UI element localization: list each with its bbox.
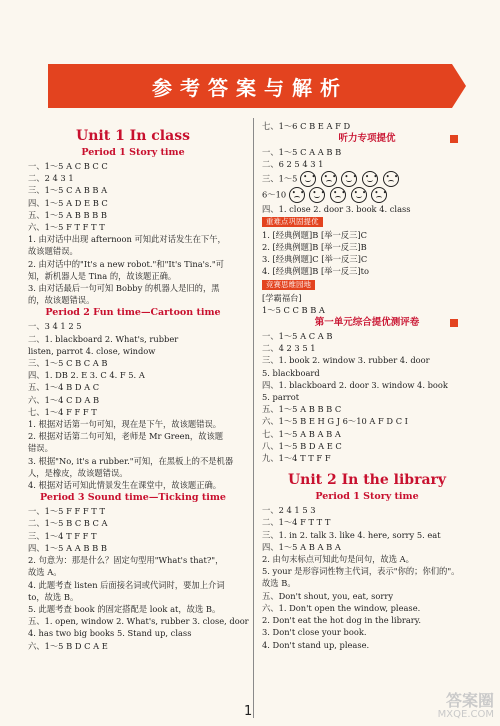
sad-face-icon [289,187,305,203]
answer-line: 一、1～5 A C A B [262,331,333,342]
answer-line: 五、1. open, window 2. What's, rubber 3. close, door [28,616,249,627]
answer-line: 1. 由对话中出现 afternoon 可知此对话发生在下午， [28,234,226,245]
unit2-period1-answers [262,504,472,650]
answer-line: 一、1～5 C A A B B [262,147,342,158]
answer-line: 2. [经典例题]B [举一反三]B [262,242,367,253]
answer-line: 人，是橡皮，故该题错误。 [28,467,128,478]
answer-line: 4. Don't stand up, please. [262,639,370,650]
page-header-banner [48,64,452,108]
page-title: 参考答案与解析 [152,75,348,100]
answer-line: 2. 由句末标点可知此句是问句，故选 A。 [262,554,414,565]
answer-line: 5. parrot [262,392,300,403]
answer-line: 四、1～5 A B A B A [262,541,341,552]
answer-line: 三、1. in 2. talk 3. like 4. here, sorry 5. eat [262,529,441,540]
answer-line: 5. 此题考查 book 的固定搭配是 look at，故选 B。 [28,603,221,614]
unit1-title: Unit 1 In class [76,128,190,144]
answer-line: 二、4 2 3 5 1 [262,343,316,354]
answer-line: 六、1～5 F T F T T [28,222,105,233]
answer-line: 四、1. blackboard 2. door 3. window 4. book [262,379,448,390]
left-column [28,120,249,652]
answer-line: 5. your 是形容词性物主代词，表示"你的；你们的"。 [262,566,460,577]
answer-line: 五、1～5 A B B B B [28,209,108,220]
listening-answers [262,146,472,170]
answer-line: 4. has two big books 5. Stand up, class [28,628,192,639]
answer-line: 四、1～5 A A B B B [28,542,107,553]
answer-line: 九、1～4 T T F F [262,453,331,464]
faces-group-1 [300,171,401,187]
answer-line: 六、1. Don't open the window, please. [262,602,421,613]
answer-line: 二、1～5 B C B C A [28,518,108,529]
answer-line: 3. [经典例题]C [举一反三]C [262,254,368,265]
answer-line: 二、6 2 5 4 3 1 [262,159,324,170]
unit-test-title: 第一单元综合提优测评卷 [262,316,472,330]
key-points-answers [262,229,472,278]
column-divider [253,118,254,718]
unit1-period3-extra [262,120,472,132]
answer-line: 故选 A。 [28,567,62,578]
answer-line: 故选 B。 [262,578,296,589]
answer-line: 2. 由对话中的"It's a new robot."和"It's Tina's."可 [28,258,224,269]
answer-line: 七、1～5 A B A B A [262,428,341,439]
unit1-period2-title: Period 2 Fun time—Cartoon time [45,307,221,319]
answer-line: 四、1. DB 2. E 3. C 4. F 5. A [28,370,145,381]
listening-answers-2 [262,203,472,215]
answer-line: 二、1. blackboard 2. What's, rubber [28,333,179,344]
sad-face-icon [321,171,337,187]
answer-line: to，故选 B。 [28,591,79,602]
unit1-period3-title: Period 3 Sound time—Ticking time [40,492,226,504]
answer-line: 一、3 4 1 2 5 [28,321,82,332]
answer-line: 1. [经典例题]B [举一反三]C [262,229,367,240]
answer-line: 知，新机器人是 Tina 的，故该题正确。 [28,270,177,281]
answer-line: 六、1～5 B E H G J 6～10 A F D C I [262,416,408,427]
answer-line: 一、1～5 A C B C C [28,161,108,171]
smile-face-icon [309,187,325,203]
answer-line: 4. 根据对话可知此情景发生在课堂中，故该题正确。 [28,480,222,491]
answer-line: 三、1～4 T F F T [28,530,97,541]
answer-line: 七、1～4 F F F T [28,406,97,417]
unit1-period2-answers [28,320,238,491]
smile-face-icon [341,171,357,187]
answer-line: 五、Don't shout, you, eat, sorry [262,590,394,601]
watermark-logo: 答案圈 MXQE.COM [437,691,494,720]
sad-face-icon [371,187,387,203]
unit1-period3-answers [28,505,249,651]
answer-line: 的，故该题错误。 [28,295,95,306]
competition-tag: 竞赛思维园地 [262,280,315,290]
answer-line: 2. 根据对话第二句可知，老师是 Mr Green，故该题 [28,431,224,442]
answer-line: 三、1. book 2. window 3. rubber 4. door [262,355,430,366]
unit2-title: Unit 2 In the library [287,472,447,489]
answer-line: 一、2 4 1 5 3 [262,505,316,516]
answer-line: 3. Don't close your book. [262,627,367,638]
answer-line: 3. 由对话最后一句可知 Bobby 的机器人是旧的，黑 [28,283,220,294]
listening-section-title: 听力专项提优 [262,132,472,146]
answer-line: 错误。 [28,443,53,454]
answer-line: 故该题错误。 [28,246,78,257]
answer-line: 三、1～5 C A B B A [28,185,108,196]
competition-answers [262,292,472,316]
unit1-period1-title: Period 1 Story time [81,147,185,158]
right-column [262,120,472,651]
unit2-period1-title: Period 1 Story time [315,491,419,503]
key-points-tag: 重难点巩固提优 [262,217,323,227]
answer-line: 二、1～4 F T T T [262,517,331,528]
sad-face-icon [330,187,346,203]
answer-line: [学霸福台] [262,292,302,303]
answer-line: 1. 根据对话第一句可知，现在是下午，故该题错误。 [28,419,222,430]
answer-line: 5. blackboard [262,367,320,378]
answer-line: 二、2 4 3 1 [28,173,74,184]
answer-line: 3. 根据"No, it's a rubber."可知，在黑板上的不是机器 [28,455,234,466]
answer-line: 四、1～5 A D E B C [28,197,108,208]
page-number: 1 [244,704,253,719]
unit1-period1-answers [28,160,238,306]
answer-line: 六、1～5 B D C A E [28,640,108,651]
smile-face-icon [351,187,367,203]
answer-line: 七、1～6 C B E A F D [262,121,351,131]
answer-line: 六、1～4 C D A B [28,394,100,405]
answer-line: 三、1～5 C B C A B [28,358,108,369]
unit-test-answers [262,330,472,464]
answer-line: 4. [经典例题]B [举一反三]to [262,266,369,277]
answer-line: 4. 此题考查 listen 后面接名词或代词时，要加上介词 [28,579,225,590]
answer-line: 2. 句意为：那是什么？固定句型用"What's that?"， [28,555,224,566]
smile-face-icon [362,171,378,187]
faces-group-2 [289,187,390,203]
answer-line: 五、1～5 A B B B C [262,404,342,415]
answer-line: 一、1～5 F F F T T [28,506,105,517]
answer-line: 1～5 C C B B A [262,304,325,315]
sad-face-icon [383,171,399,187]
banner-tail [452,64,466,108]
smile-face-icon [300,171,316,187]
answer-line: 八、1～5 B D A E C [262,440,342,451]
answer-line: 五、1～4 B D A C [28,382,100,393]
listening-faces-row-2: 6～10 • • • • • • • • • • [262,187,472,203]
answer-line: listen, parrot 4. close, window [28,345,156,356]
answer-line: 2. Don't eat the hot dog in the library. [262,615,421,626]
answer-line: 四、1. close 2. door 3. book 4. class [262,203,411,214]
listening-faces-row-1: 三、1～5 • • • • • • • • • • [262,171,472,187]
